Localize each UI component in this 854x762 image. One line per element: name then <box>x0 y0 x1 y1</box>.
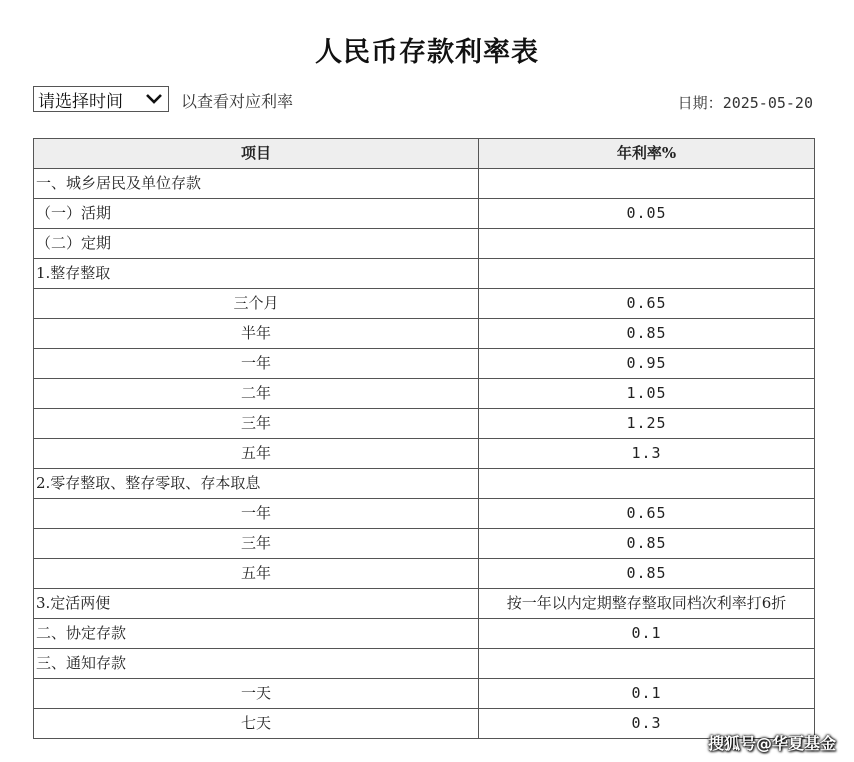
row-item: 1.整存整取 <box>34 259 479 289</box>
date-value: 2025-05-20 <box>722 94 813 112</box>
row-rate: 0.1 <box>479 679 815 709</box>
row-item: 一天 <box>34 679 479 709</box>
table-row <box>34 679 815 709</box>
row-item: 五年 <box>34 439 479 469</box>
row-rate: 0.05 <box>479 199 815 229</box>
row-rate: 0.85 <box>479 559 815 589</box>
header-item: 项目 <box>34 139 479 169</box>
row-item: 一年 <box>34 349 479 379</box>
table-row <box>34 319 815 349</box>
table-row <box>34 559 815 589</box>
row-rate <box>479 649 815 679</box>
row-rate: 0.65 <box>479 289 815 319</box>
row-rate: 0.85 <box>479 529 815 559</box>
row-rate <box>479 259 815 289</box>
table-row <box>34 229 815 259</box>
row-item: 二年 <box>34 379 479 409</box>
chevron-down-icon <box>145 90 163 108</box>
table-row <box>34 199 815 229</box>
table-row <box>34 169 815 199</box>
row-item: 三个月 <box>34 289 479 319</box>
row-item: 3.定活两便 <box>34 589 479 619</box>
rate-table-body <box>34 169 815 739</box>
row-rate: 0.85 <box>479 319 815 349</box>
table-row <box>34 349 815 379</box>
row-rate <box>479 469 815 499</box>
table-row <box>34 619 815 649</box>
time-select-value: 请选择时间 <box>38 91 123 112</box>
row-rate: 1.05 <box>479 379 815 409</box>
row-item: 2.零存整取、整存零取、存本取息 <box>34 469 479 499</box>
table-row <box>34 499 815 529</box>
date-display <box>678 92 813 113</box>
table-row <box>34 649 815 679</box>
table-row <box>34 709 815 739</box>
row-item: 三、通知存款 <box>34 649 479 679</box>
row-item: 七天 <box>34 709 479 739</box>
row-item: 五年 <box>34 559 479 589</box>
table-row <box>34 469 815 499</box>
row-item: 一、城乡居民及单位存款 <box>34 169 479 199</box>
page-title: 人民币存款利率表 <box>315 37 539 68</box>
row-rate: 0.3 <box>479 709 815 739</box>
table-header-row <box>34 139 815 169</box>
table-row <box>34 589 815 619</box>
time-select[interactable] <box>33 86 169 112</box>
row-item: （一）活期 <box>34 199 479 229</box>
table-row <box>34 259 815 289</box>
row-item: （二）定期 <box>34 229 479 259</box>
row-rate: 0.1 <box>479 619 815 649</box>
row-rate: 0.65 <box>479 499 815 529</box>
table-row <box>34 379 815 409</box>
table-row <box>34 409 815 439</box>
table-row <box>34 529 815 559</box>
row-item: 三年 <box>34 409 479 439</box>
row-item: 半年 <box>34 319 479 349</box>
rate-table <box>33 138 815 739</box>
table-row <box>34 289 815 319</box>
date-label: 日期： <box>677 94 723 112</box>
watermark: 搜狐号@华夏基金 <box>707 734 836 753</box>
row-rate <box>479 229 815 259</box>
header-rate: 年利率% <box>479 139 815 169</box>
select-hint: 以查看对应利率 <box>181 92 294 111</box>
row-item: 三年 <box>34 529 479 559</box>
row-rate: 0.95 <box>479 349 815 379</box>
row-rate: 按一年以内定期整存整取同档次利率打6折 <box>479 589 815 619</box>
row-item: 一年 <box>34 499 479 529</box>
row-rate <box>479 169 815 199</box>
row-item: 二、协定存款 <box>34 619 479 649</box>
row-rate: 1.3 <box>479 439 815 469</box>
toolbar <box>33 86 813 116</box>
table-row <box>34 439 815 469</box>
row-rate: 1.25 <box>479 409 815 439</box>
